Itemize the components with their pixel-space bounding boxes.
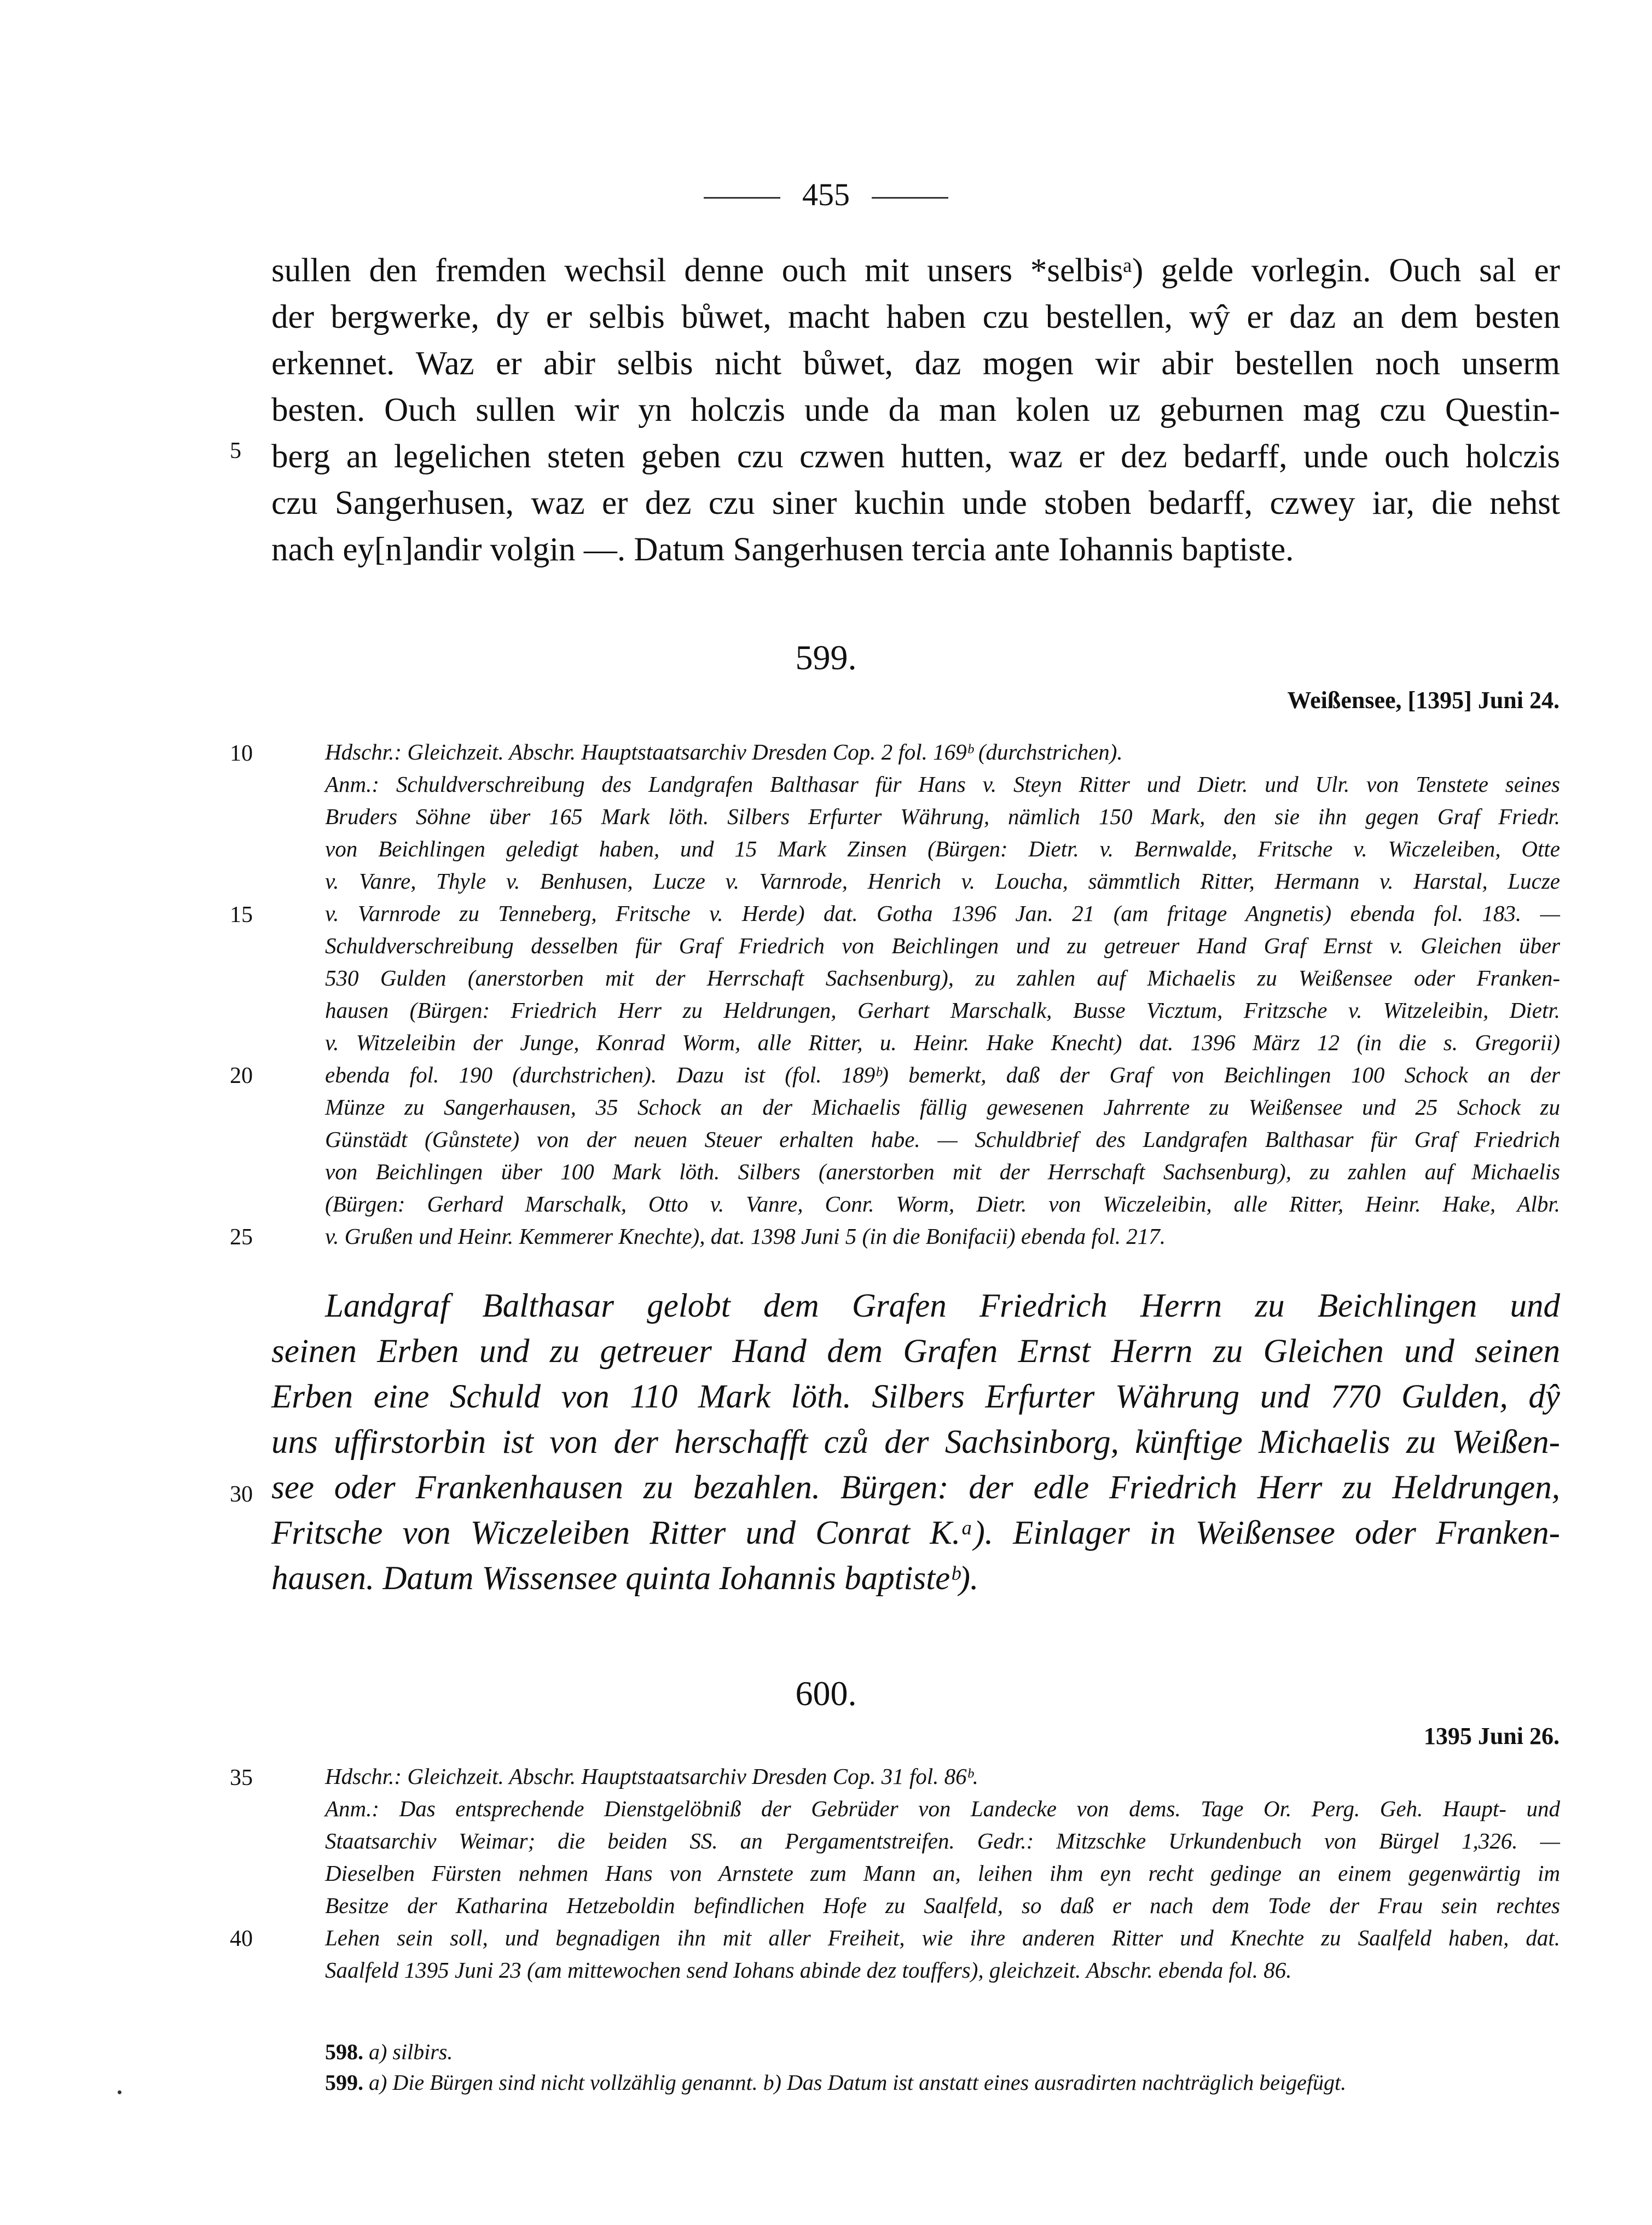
apparatus-599	[325, 736, 1560, 1253]
line-number: 35	[230, 1765, 253, 1791]
footnote-598	[325, 2037, 453, 2067]
note-line: Lehen sein soll, und begnadigen ihn mit aller Freiheit, wie ihre anderen Ritter und Knechte zu Saalfeld haben, dat.	[325, 1925, 1560, 1950]
note-line: v. Grußen und Heinr. Kemmerer Knechte), dat. 1398 Juni 5 (in die Bonifacii) ebenda fol. 217.	[325, 1224, 1166, 1249]
regest-line: hausen. Datum Wissensee quinta Iohannis baptisteᵇ).	[271, 1560, 979, 1597]
header-rule-left	[704, 197, 780, 199]
note-line: 530 Gulden (anerstorben mit der Herrschaft Sachsenburg), zu zahlen auf Michaelis zu Weißensee oder Franken-	[325, 965, 1560, 990]
note-line: ebenda fol. 190 (durchstrichen). Dazu ist (fol. 189ᵇ) bemerkt, daß der Graf von Beichlingen 100 Schock an der	[325, 1062, 1560, 1087]
line-number: 10	[230, 741, 253, 766]
document-date-600: 1395 Juni 26.	[1423, 1723, 1560, 1749]
line-number: 30	[230, 1482, 253, 1507]
text-line: czu Sangerhusen, waz er dez czu siner kuchin unde stoben bedarff, czwey iar, die nehst	[271, 485, 1560, 522]
document-date-599: Weißensee, [1395] Juni 24.	[1287, 687, 1560, 714]
note-line: v. Witzeleibin der Junge, Konrad Worm, alle Ritter, u. Heinr. Hake Knecht) dat. 1396 März 12 (in die s. Gregorii)	[325, 1030, 1560, 1055]
note-line: (Bürgen: Gerhard Marschalk, Otto v. Vanre, Conr. Worm, Dietr. von Wiczeleibin, alle Ritter, Heinr. Hake, Albr.	[325, 1191, 1560, 1216]
note-line: Staatsarchiv Weimar; die beiden SS. an Pergamentstreifen. Gedr.: Mitzschke Urkundenbuch von Bürgel 1,326. —	[325, 1828, 1560, 1853]
footnote-ref: 599.	[325, 2070, 363, 2095]
note-line: Besitze der Katharina Hetzeboldin befindlichen Hofe zu Saalfeld, so daß er nach dem Tode der Frau sein rechtes	[325, 1893, 1560, 1918]
line-number: 25	[230, 1225, 253, 1250]
regest-line: Landgraf Balthasar gelobt dem Grafen Friedrich Herrn zu Beichlingen und	[325, 1288, 1560, 1324]
note-line: von Beichlingen geledigt haben, und 15 Mark Zinsen (Bürgen: Dietr. v. Bernwalde, Fritsche v. Wiczeleiben, Otte	[325, 836, 1560, 861]
page-header	[0, 176, 1652, 213]
line-number: 15	[230, 902, 253, 928]
footnote-ref: 598.	[325, 2039, 363, 2064]
note-line: von Beichlingen über 100 Mark löth. Silbers (anerstorben mit der Herrschaft Sachsenburg), zu zahlen auf Michaelis	[325, 1159, 1560, 1184]
intro-text	[271, 247, 1560, 573]
text-line: der bergwerke, dy er selbis bůwet, macht haben czu bestellen, wŷ er daz an dem besten	[271, 299, 1560, 335]
footnote-text: a) silbirs.	[369, 2039, 453, 2064]
line-number: 20	[230, 1063, 253, 1088]
apparatus-600	[325, 1760, 1560, 1986]
note-line: Hdschr.: Gleichzeit. Abschr. Hauptstaatsarchiv Dresden Cop. 2 fol. 169ᵇ (durchstrichen).	[325, 739, 1123, 764]
document-number-600: 600.	[795, 1674, 857, 1713]
line-number: 5	[230, 438, 241, 463]
note-line: Anm.: Das entsprechende Dienstgelöbniß der Gebrüder von Landecke von dems. Tage Or. Perg. Geh. Haupt- und	[325, 1796, 1560, 1821]
text-line: sullen den fremden wechsil denne ouch mit unsers *selbisᵃ) gelde vorlegin. Ouch sal er	[271, 252, 1560, 289]
note-line: Saalfeld 1395 Juni 23 (am mittewochen send Iohans abinde dez touffers), gleichzeit. Abschr. ebenda fol. 86.	[325, 1957, 1292, 1983]
note-line: v. Vanre, Thyle v. Benhusen, Lucze v. Varnrode, Henrich v. Loucha, sämmtlich Ritter, Hermann v. Harstal, Lucze	[325, 868, 1560, 894]
line-number: 40	[230, 1926, 253, 1951]
regest-line: uns uffirstorbin ist von der herschafft czů der Sachsinborg, künftige Michaelis zu Weißen-	[271, 1424, 1560, 1461]
note-line: Münze zu Sangerhausen, 35 Schock an der Michaelis fällig gewesenen Jahrrente zu Weißensee und 25 Schock zu	[325, 1094, 1560, 1120]
footnote-599	[325, 2067, 1346, 2098]
text-line: erkennet. Waz er abir selbis nicht bůwet, daz mogen wir abir bestellen noch unserm	[271, 345, 1560, 382]
regest-line: Erben eine Schuld von 110 Mark löth. Silbers Erfurter Währung und 770 Gulden, dŷ	[271, 1378, 1560, 1415]
text-line: nach ey[n]andir volgin —. Datum Sangerhusen tercia ante Iohannis baptiste.	[271, 531, 1294, 568]
note-line: Anm.: Schuldverschreibung des Landgrafen Balthasar für Hans v. Steyn Ritter und Dietr. und Ulr. von Tenstete seines	[325, 772, 1560, 797]
note-line: Hdschr.: Gleichzeit. Abschr. Hauptstaatsarchiv Dresden Cop. 31 fol. 86ᵇ.	[325, 1764, 978, 1789]
note-line: Bruders Söhne über 165 Mark löth. Silbers Erfurter Währung, nämlich 150 Mark, den sie ihn gegen Graf Friedr.	[325, 804, 1560, 829]
text-line: berg an legelichen steten geben czu czwen hutten, waz er dez bedarff, unde ouch holczis	[271, 438, 1560, 475]
regest-line: see oder Frankenhausen zu bezahlen. Bürgen: der edle Friedrich Herr zu Heldrungen,	[271, 1469, 1560, 1506]
note-line: Schuldverschreibung desselben für Graf Friedrich von Beichlingen und zu getreuer Hand Graf Ernst v. Gleichen über	[325, 933, 1560, 958]
regest-599	[271, 1283, 1560, 1601]
text-line: besten. Ouch sullen wir yn holczis unde da man kolen uz geburnen mag czu Questin-	[271, 392, 1560, 428]
regest-line: Fritsche von Wiczeleiben Ritter und Conrat K.ᵃ). Einlager in Weißensee oder Franken-	[271, 1515, 1560, 1551]
note-line: Günstädt (Gůnstete) von der neuen Steuer erhalten habe. — Schuldbrief des Landgrafen Balthasar für Graf Friedrich	[325, 1127, 1560, 1152]
note-line: v. Varnrode zu Tenneberg, Fritsche v. Herde) dat. Gotha 1396 Jan. 21 (am fritage Angnetis) ebenda fol. 183. —	[325, 901, 1560, 926]
stray-mark	[118, 2090, 121, 2094]
regest-line: seinen Erben und zu getreuer Hand dem Grafen Ernst Herrn zu Gleichen und seinen	[271, 1333, 1560, 1370]
page-number: 455	[802, 177, 850, 212]
note-line: hausen (Bürgen: Friedrich Herr zu Heldrungen, Gerhart Marschalk, Busse Vicztum, Fritzsche v. Witzeleibin, Dietr.	[325, 998, 1560, 1023]
footnote-text: a) Die Bürgen sind nicht vollzählig genannt. b) Das Datum ist anstatt eines ausradirten nachträglich beigefügt.	[369, 2070, 1347, 2095]
document-number-599: 599.	[795, 638, 857, 677]
header-rule-right	[872, 197, 948, 199]
note-line: Dieselben Fürsten nehmen Hans von Arnstete zum Mann an, leihen ihm eyn recht gedinge an einem gegenwärtig im	[325, 1861, 1560, 1886]
